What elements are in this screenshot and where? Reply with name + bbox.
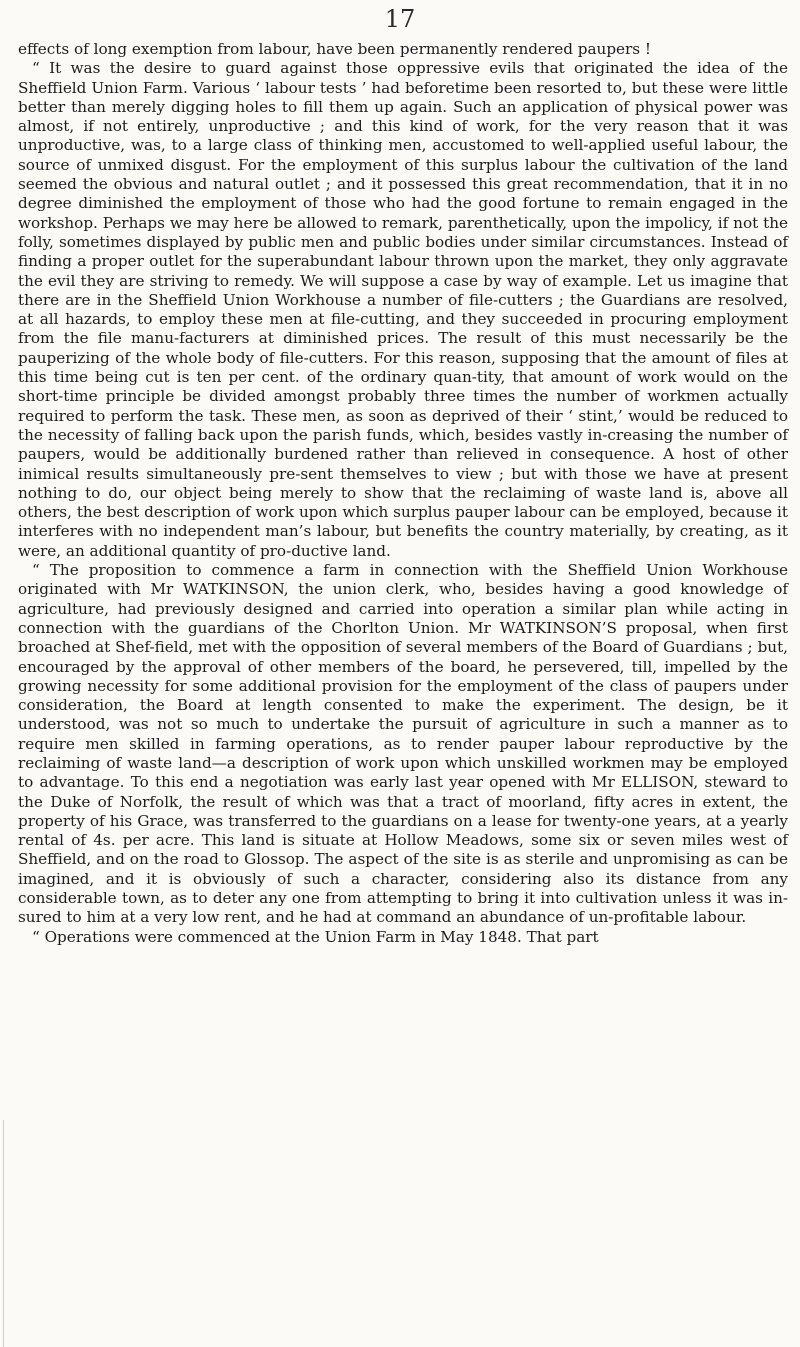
body-text: [18, 40, 788, 947]
paragraph-operations: “ Operations were commenced at the Union Farm in May 1848. That part: [32, 927, 599, 946]
paragraph-continuation: effects of long exemption from labour, have been permanently rendered paupers !: [18, 40, 652, 58]
page-edge-divider: [3, 1120, 4, 1347]
paragraph-farm-proposition: “ The proposition to commence a farm in connection with the Sheffield Union Workhouse originated with Mr WATKINSON, the union clerk, who, besides having a good knowledge of agriculture, had previously designed and carried into operation a similar plan while acting in connection with the guardians of the Chorlton Union. Mr WATKINSON’S proposal, when first broached at Shef-field, met with the opposition of several members of the Board of Guardians ; but, encouraged by the approval of other members of the board, he persevered, till, impelled by the growing necessity for some additional provision for the employment of the class of paupers under consideration, the Board at length consented to make the experiment. The design, be it understood, was not so much to undertake the pursuit of agriculture in such a manner as to require men skilled in farming operations, as to render pauper labour reproductive by the reclaiming of waste land—a description of work upon which unskilled workmen may be employed to advantage. To this end a negotiation was early last year opened with Mr ELLISON, steward to the Duke of Norfolk, the result of which was that a tract of moorland, fifty acres in extent, the property of his Grace, was transferred to the guardians on a lease for twenty-one years, at a yearly rental of 4s. per acre. This land is situate at Hollow Meadows, some six or seven miles west of Sheffield, and on the road to Glossop. The aspect of the site is as sterile and unpromising as can be imagined, and it is obviously of such a character, considering also its distance from any considerable town, as to deter any one from attempting to bring it into cultivation unless it was in-sured to him at a very low rent, and he had at command an abundance of un-profitable labour.: [18, 561, 788, 927]
page-number: 17: [384, 5, 416, 33]
paragraph-labour-tests: “ It was the desire to guard against those oppressive evils that originated the idea of the Sheffield Union Farm. Various ‘ labour tests ’ had beforetime been resorted to, but these were little better than merely digging holes to fill them up again. Such an application of physical power was almost, if not entirely, unproductive ; and this kind of work, for the very reason that it was unproductive, was, to a large class of thinking men, accustomed to well-applied useful labour, the source of unmixed disgust. For the employment of this surplus labour the cultivation of the land seemed the obvious and natural outlet ; and it possessed this great recommendation, that it in no degree diminished the employment of those who had the good fortune to remain engaged in the workshop. Perhaps we may here be allowed to remark, parenthetically, upon the impolicy, if not the folly, sometimes displayed by public men and public bodies under similar circumstances. Instead of finding a proper outlet for the superabundant labour thrown upon the market, they only aggravate the evil they are striving to remedy. We will suppose a case by way of example. Let us imagine that there are in the Sheffield Union Workhouse a number of file-cutters ; the Guardians are resolved, at all hazards, to employ these men at file-cutting, and they succeeded in procuring employment from the file manu-facturers at diminished prices. The result of this must necessarily be the pauperizing of the whole body of file-cutters. For this reason, supposing that the amount of files at this time being cut is ten per cent. of the ordinary quan-tity, that amount of work would on the short-time principle be divided amongst probably three times the number of workmen actually required to perform the task. These men, as soon as deprived of their ‘ stint,’ would be reduced to the necessity of falling back upon the parish funds, which, besides vastly in-creasing the number of paupers, would be additionally burdened rather than relieved in consequence. A host of other inimical results simultaneously pre-sent themselves to view ; but with those we have at present nothing to do, our object being merely to show that the reclaiming of waste land is, above all others, the best description of work upon which surplus pauper labour can be employed, because it interferes with no independent man’s labour, but benefits the country materially, by creating, as it were, an additional quantity of pro-ductive land.: [18, 59, 788, 560]
